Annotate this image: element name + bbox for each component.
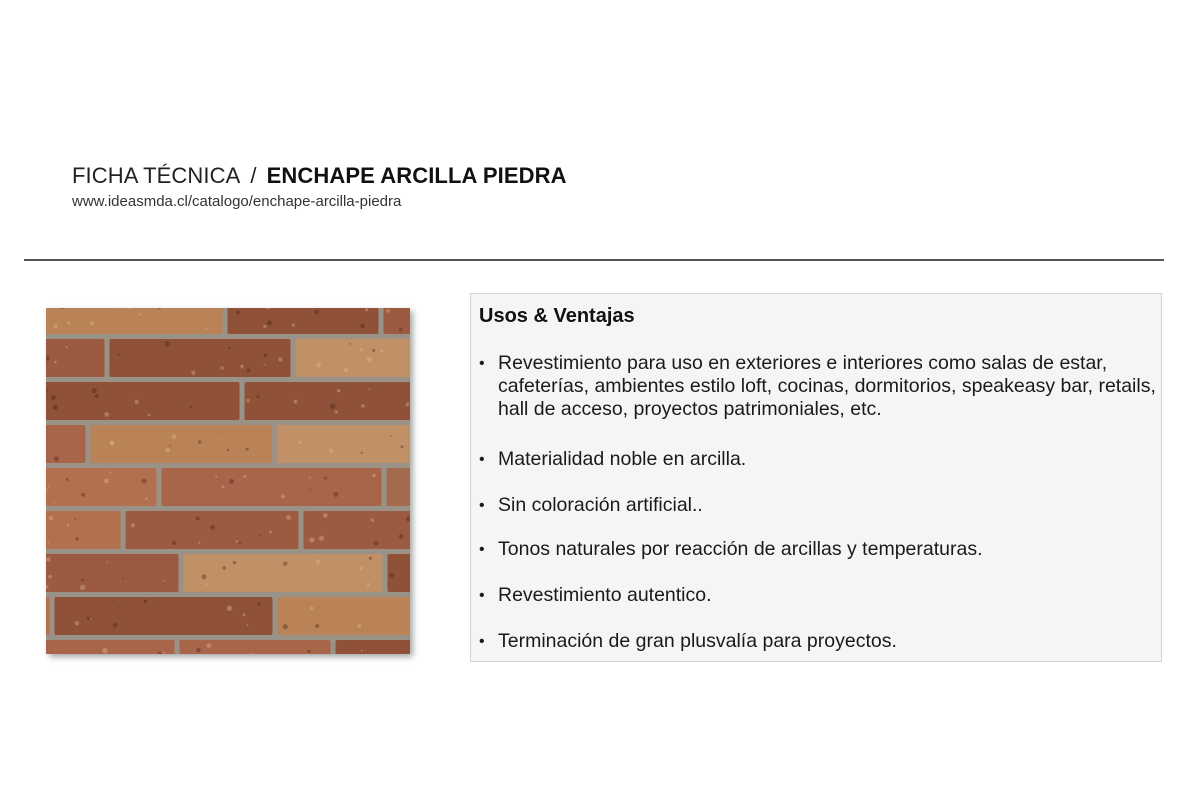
brick-speckle bbox=[144, 599, 148, 603]
brick bbox=[336, 640, 411, 654]
brick-speckle bbox=[196, 648, 201, 653]
brick-speckle bbox=[286, 515, 291, 520]
brick-speckle bbox=[90, 321, 94, 325]
brick-speckle bbox=[51, 395, 56, 400]
brick bbox=[110, 339, 291, 377]
brick-speckle bbox=[218, 438, 220, 440]
panel-title: Usos & Ventajas bbox=[479, 305, 635, 327]
list-item-text: Materialidad noble en arcilla. bbox=[498, 448, 747, 470]
brick-speckle bbox=[264, 354, 268, 358]
brick-speckle bbox=[344, 368, 348, 372]
brick-speckle bbox=[372, 349, 375, 352]
brick-speckle bbox=[386, 309, 390, 313]
brick-speckle bbox=[316, 362, 321, 367]
brick-speckle bbox=[246, 624, 248, 626]
brick-speckle bbox=[48, 575, 52, 579]
brick-speckle bbox=[191, 371, 195, 375]
brick-speckle bbox=[360, 348, 363, 351]
brick-speckle bbox=[259, 535, 261, 537]
list-item bbox=[479, 538, 1159, 561]
brick-speckle bbox=[75, 621, 80, 626]
brick-speckle bbox=[66, 346, 68, 348]
brick-speckle bbox=[269, 531, 272, 534]
brick-speckle bbox=[109, 440, 114, 445]
brick-speckle bbox=[361, 650, 363, 652]
brick-speckle bbox=[390, 435, 392, 437]
brick-speckle bbox=[118, 354, 120, 356]
brick-speckle bbox=[399, 534, 404, 539]
list-item bbox=[479, 630, 1159, 653]
brick-speckle bbox=[229, 479, 234, 484]
brick-speckle bbox=[240, 365, 244, 369]
brick-speckle bbox=[243, 475, 246, 478]
brick-speckle bbox=[75, 537, 78, 540]
brick-speckle bbox=[106, 561, 108, 563]
brick-speckle bbox=[324, 477, 327, 480]
bullet-icon: • bbox=[479, 587, 485, 604]
list-item-text: Revestimiento autentico. bbox=[498, 584, 712, 606]
brick-speckle bbox=[215, 476, 217, 478]
benefits-list bbox=[479, 352, 1159, 653]
brick-speckle bbox=[172, 541, 176, 545]
brick-speckle bbox=[48, 485, 50, 487]
brick bbox=[46, 511, 121, 549]
brick-speckle bbox=[361, 452, 363, 454]
brick-speckle bbox=[135, 400, 139, 404]
brick-speckle bbox=[309, 537, 314, 542]
brick-speckle bbox=[349, 343, 351, 345]
brick-speckle bbox=[131, 523, 135, 527]
brick-speckle bbox=[80, 585, 85, 590]
brick-speckle bbox=[278, 358, 282, 362]
brick bbox=[387, 468, 411, 506]
bullet-icon: • bbox=[479, 633, 485, 650]
brick-speckle bbox=[242, 613, 245, 616]
brick-speckle bbox=[369, 557, 372, 560]
header-divider bbox=[24, 259, 1164, 261]
product-name: ENCHAPE ARCILLA PIEDRA bbox=[266, 163, 567, 188]
brick-speckle bbox=[222, 566, 226, 570]
brick-speckle bbox=[380, 350, 383, 353]
brick bbox=[46, 382, 240, 420]
brick-speckle bbox=[102, 648, 108, 654]
brick bbox=[46, 640, 175, 654]
brick-speckle bbox=[91, 388, 96, 393]
brick-speckle bbox=[54, 456, 59, 461]
brick-speckle bbox=[139, 313, 141, 315]
brick bbox=[296, 339, 411, 377]
brick-speckle bbox=[264, 364, 266, 366]
brick bbox=[126, 511, 299, 549]
title-prefix: FICHA TÉCNICA bbox=[72, 163, 241, 188]
list-item bbox=[479, 352, 1159, 421]
brick-speckle bbox=[406, 403, 410, 407]
brick-speckle bbox=[399, 328, 402, 331]
brick-speckle bbox=[371, 518, 375, 522]
brick-speckle bbox=[162, 437, 164, 439]
brick-speckle bbox=[210, 525, 215, 530]
brick-speckle bbox=[222, 485, 225, 488]
brick-speckle bbox=[122, 577, 124, 579]
brick-speckle bbox=[247, 369, 251, 373]
brick-speckle bbox=[246, 448, 249, 451]
product-image-brick-swatch bbox=[46, 308, 410, 654]
brick-speckle bbox=[67, 322, 70, 325]
brick-speckle bbox=[298, 441, 301, 444]
brick-speckle bbox=[81, 578, 84, 581]
title-separator: / bbox=[250, 163, 257, 188]
brick-speckle bbox=[365, 308, 368, 311]
brick-speckle bbox=[95, 394, 99, 398]
brick-speckle bbox=[104, 478, 109, 483]
brick-speckle bbox=[329, 449, 333, 453]
brick bbox=[278, 597, 411, 635]
brick-speckle bbox=[165, 448, 170, 453]
brick-speckle bbox=[198, 440, 201, 443]
brick bbox=[55, 597, 273, 635]
brick-speckle bbox=[368, 388, 370, 390]
list-item bbox=[479, 448, 1159, 471]
brick bbox=[46, 468, 157, 506]
brick-speckle bbox=[148, 414, 151, 417]
brick-speckle bbox=[202, 574, 207, 579]
brick-speckle bbox=[239, 542, 241, 544]
brick-speckle bbox=[283, 562, 287, 566]
brick-speckle bbox=[359, 567, 363, 571]
brick-speckle bbox=[46, 557, 51, 562]
brick-speckle bbox=[49, 516, 54, 521]
brick-speckle bbox=[164, 341, 169, 346]
brick-speckle bbox=[389, 573, 394, 578]
brick-speckle bbox=[401, 445, 404, 448]
list-item bbox=[479, 494, 1159, 517]
brick bbox=[46, 597, 50, 635]
brick-speckle bbox=[169, 445, 171, 447]
brick-speckle bbox=[228, 347, 230, 349]
brick-speckle bbox=[335, 410, 338, 413]
brick-speckle bbox=[236, 310, 240, 314]
brick-speckle bbox=[198, 541, 200, 543]
brick-speckle bbox=[189, 406, 192, 409]
brick-texture bbox=[46, 308, 410, 654]
brick-speckle bbox=[361, 404, 365, 408]
brick-speckle bbox=[267, 320, 272, 325]
brick-speckle bbox=[227, 606, 232, 611]
brick-speckle bbox=[367, 357, 372, 362]
brick-speckle bbox=[333, 492, 338, 497]
brick-speckle bbox=[145, 498, 148, 501]
brick bbox=[245, 382, 411, 420]
brick bbox=[46, 308, 223, 334]
list-item bbox=[479, 584, 1159, 607]
brick-speckle bbox=[263, 325, 266, 328]
bullet-icon: • bbox=[479, 355, 485, 372]
usos-ventajas-panel bbox=[470, 293, 1162, 662]
brick-speckle bbox=[47, 542, 49, 544]
brick-speckle bbox=[372, 474, 375, 477]
brick-speckle bbox=[337, 389, 341, 393]
brick-speckle bbox=[314, 310, 319, 315]
brick-speckle bbox=[310, 606, 314, 610]
brick bbox=[228, 308, 379, 334]
brick-speckle bbox=[191, 575, 193, 577]
brick bbox=[46, 554, 179, 592]
brick-speckle bbox=[227, 449, 229, 451]
brick-speckle bbox=[292, 323, 295, 326]
brick-speckle bbox=[119, 606, 121, 608]
brick-speckle bbox=[52, 405, 57, 410]
brick-speckle bbox=[172, 434, 177, 439]
brick-speckle bbox=[323, 513, 328, 518]
bullet-icon: • bbox=[479, 541, 485, 558]
brick-speckle bbox=[233, 561, 237, 565]
list-item-text: Sin coloración artificial.. bbox=[498, 494, 703, 516]
brick bbox=[388, 554, 411, 592]
bullet-icon: • bbox=[479, 497, 485, 514]
brick-speckle bbox=[196, 516, 200, 520]
brick-speckle bbox=[281, 495, 285, 499]
brick-speckle bbox=[358, 624, 362, 628]
brick-speckle bbox=[283, 624, 288, 629]
brick-speckle bbox=[205, 328, 207, 330]
brick-speckle bbox=[163, 652, 165, 654]
brick-speckle bbox=[307, 650, 310, 653]
brick-speckle bbox=[294, 400, 298, 404]
product-url: www.ideasmda.cl/catalogo/enchape-arcilla-piedra bbox=[72, 193, 402, 210]
brick-speckle bbox=[89, 618, 91, 620]
brick-speckle bbox=[66, 478, 69, 481]
brick-speckle bbox=[74, 518, 76, 520]
list-item-text: Revestimiento para uso en exteriores e interiores como salas de estar, cafeterías, ambientes estilo loft, cocinas, dormitorios, speakeasy bar, retails, hall de acceso, proyectos patrimoniales, etc. bbox=[498, 352, 1156, 420]
brick-speckle bbox=[374, 541, 379, 546]
page-header bbox=[72, 162, 567, 212]
brick bbox=[46, 425, 86, 463]
brick bbox=[304, 511, 411, 549]
brick-speckle bbox=[316, 559, 321, 564]
brick-speckle bbox=[236, 540, 238, 542]
brick bbox=[277, 425, 411, 463]
brick-speckle bbox=[246, 399, 249, 402]
brick-speckle bbox=[206, 643, 211, 648]
brick-speckle bbox=[113, 623, 118, 628]
brick-speckle bbox=[360, 324, 365, 329]
brick-speckle bbox=[309, 476, 311, 478]
brick-speckle bbox=[81, 493, 85, 497]
brick-speckle bbox=[309, 489, 311, 491]
brick bbox=[91, 425, 272, 463]
brick-speckle bbox=[257, 602, 261, 606]
brick bbox=[162, 468, 382, 506]
brick-speckle bbox=[315, 624, 319, 628]
brick-speckle bbox=[367, 583, 370, 586]
brick-speckle bbox=[141, 479, 146, 484]
brick bbox=[46, 339, 105, 377]
list-item-text: Tonos naturales por reacción de arcillas y temperaturas. bbox=[498, 538, 983, 560]
brick-speckle bbox=[319, 536, 324, 541]
brick-speckle bbox=[163, 580, 165, 582]
bullet-icon: • bbox=[479, 451, 485, 468]
brick-speckle bbox=[54, 361, 57, 364]
list-item-text: Terminación de gran plusvalía para proyectos. bbox=[498, 630, 897, 652]
brick-speckle bbox=[221, 366, 224, 369]
brick-speckle bbox=[54, 324, 58, 328]
brick-speckle bbox=[54, 501, 56, 503]
brick-speckle bbox=[205, 583, 207, 585]
brick-speckle bbox=[104, 412, 109, 417]
brick-speckle bbox=[109, 471, 111, 473]
brick bbox=[184, 554, 383, 592]
page-title bbox=[72, 162, 567, 190]
brick-speckle bbox=[67, 524, 70, 527]
brick-speckle bbox=[330, 403, 335, 408]
brick-speckle bbox=[256, 395, 259, 398]
